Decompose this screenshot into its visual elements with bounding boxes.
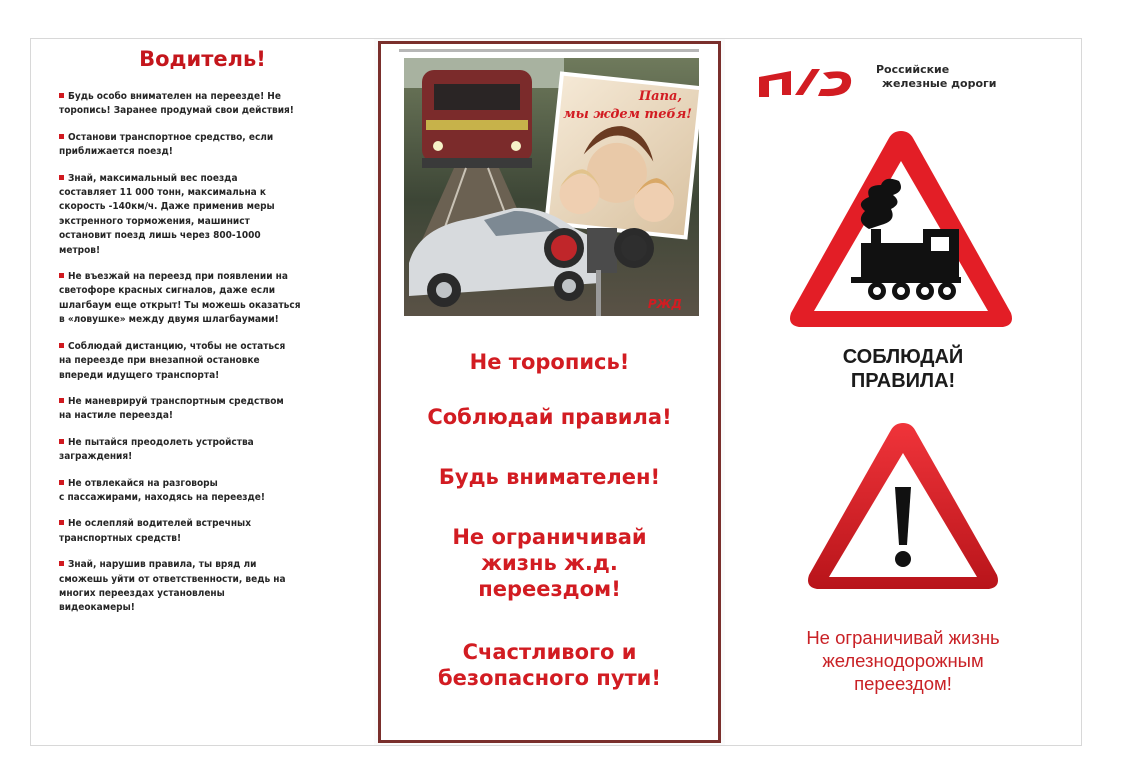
photo-caption-line-2: мы ждем тебя! [563,107,692,122]
warning-sign-icon [805,419,1001,591]
rule-item [59,477,364,506]
slogan-line: жизнь ж.д. [481,551,618,575]
rule-line: впереди идущего транспорта! [59,369,220,381]
slogan-line: Будь внимателен! [438,465,661,489]
rule-item [59,395,364,424]
slogan-line: Счастливого и [462,640,637,664]
slogan-line: Соблюдай правила! [427,405,672,429]
photo-caption-line-1: Папа, [638,89,682,104]
footer-line-3: переездом! [854,673,952,694]
rule-line: Не въезжай на переезд при появлении на [68,271,288,283]
rule-line: сможешь уйти от ответственности, ведь на [59,573,286,585]
bullet-icon [59,480,64,485]
rule-line: Будь особо внимателен на переезде! Не [68,91,281,102]
bullet-icon [59,93,64,98]
rule-line: шлагбаум еще открыт! Ты можешь оказаться [59,299,301,311]
rule-line: Останови транспортное средство, если [68,131,274,143]
rule-line: на настиле переезда! [59,410,174,422]
slogan-line: Не ограничивай [452,525,647,549]
bullet-icon [59,134,64,139]
exclamation-dot-icon [895,551,911,567]
rule-line: Знай, нарушив правила, ты вряд ли [68,559,257,571]
rule-item [59,517,364,546]
rule-item [59,131,364,160]
rule-item [59,90,364,119]
slogan-safe-journey [381,639,718,691]
rule-line: Не ослепляй водителей встречных [68,518,251,530]
rule-line: с пассажирами, находясь на переезде! [59,491,265,503]
bullet-icon [59,398,64,403]
bullet-icon [59,175,64,180]
slogan-dont-hurry [381,349,718,375]
bullet-icon [59,343,64,348]
rule-line: приближается поезд! [59,146,173,158]
rule-line: в «ловушке» между двумя шлагбаумами! [59,314,279,326]
rule-line: Соблюдай дистанцию, чтобы не остаться [68,340,286,352]
rules-list [59,90,364,628]
rule-item [59,436,364,465]
rule-line: торопись! Заранее продумай свои действия! [59,105,294,117]
rule-line: на переезде при внезапной остановке [59,355,260,367]
rule-line: остановит поезд лишь через 800-1000 [59,230,261,242]
rule-line: составляет 11 000 тонн, максимальна к [59,187,266,199]
slogan-dont-limit-life [381,524,718,602]
observe-line-1: СОБЛЮДАЙ [842,346,964,368]
rule-item [59,340,364,383]
rzd-logo-icon [757,65,855,99]
rule-line: Не отвлекайся на разговоры [68,477,218,489]
bullet-icon [59,439,64,444]
rule-item [59,558,364,616]
observe-rules-heading [725,345,1081,393]
railway-crossing-sign-icon [785,125,1017,331]
observe-line-2: ПРАВИЛА! [850,370,956,392]
rule-line: транспортных средств! [59,532,182,544]
rule-line: метров! [59,244,101,256]
right-footer-slogan [725,626,1081,695]
photo-logo: РЖД [647,297,682,311]
rule-line: экстренного торможения, машинист [59,215,250,227]
footer-line-2: железнодорожным [822,650,984,671]
rule-line: видеокамеры! [59,602,135,614]
rule-line: Не пытайся преодолеть устройства [68,436,254,448]
company-name-line-2: железные дороги [882,77,997,90]
rule-line: Не маневрируй транспортным средством [68,395,284,407]
train-icon [422,70,532,168]
left-title: Водитель! [139,47,266,71]
slogan-be-attentive [381,464,718,490]
rule-item [59,172,364,258]
slogan-follow-rules [381,404,718,430]
bullet-icon [59,520,64,525]
company-name-line-1: Российские [876,63,950,76]
slogan-line: переездом! [478,577,621,601]
divider [399,49,699,52]
train-family-photo [404,58,699,316]
right-panel [725,39,1081,745]
company-name [876,63,1016,91]
rule-line: многих переездах установлены [59,587,225,599]
rule-line: светофоре красных сигналов, даже если [59,285,276,297]
rule-line: скорость -140км/ч. Даже применив меры [59,201,275,213]
slogan-line: безопасного пути! [438,666,661,690]
slogan-line: Не торопись! [469,350,630,374]
brochure [30,38,1082,746]
middle-panel [378,41,721,743]
rule-item [59,270,364,328]
bullet-icon [59,273,64,278]
footer-line-1: Не ограничивай жизнь [806,627,1000,648]
left-panel [31,39,374,745]
rule-line: заграждения! [59,451,133,463]
rule-line: Знай, максимальный вес поезда [68,172,238,184]
bullet-icon [59,561,64,566]
